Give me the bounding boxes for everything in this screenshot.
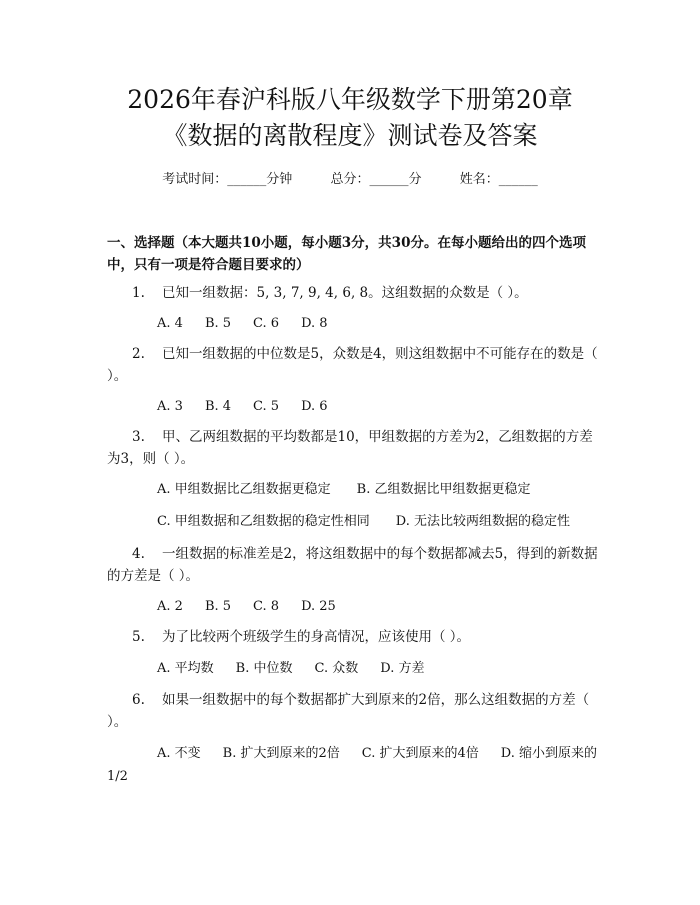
option-d: D. 无法比较两组数据的稳定性 <box>395 514 570 529</box>
option-b: B. 5 <box>204 316 232 331</box>
question-5-options <box>157 659 446 679</box>
option-b: B. 扩大到原来的2倍 <box>222 746 340 761</box>
exam-time: 考试时间：______分钟 <box>162 172 293 187</box>
option-d: D. 缩小到原来的1/2 <box>107 746 598 784</box>
option-c: C. 5 <box>253 399 280 414</box>
page-title-line2: 《数据的离散程度》测试卷及答案 <box>162 121 538 150</box>
question-number: 4. <box>132 546 145 562</box>
question-text: 甲、乙两组数据的平均数都是10，甲组数据的方差为2，乙组数据的方差为3，则（ ）。 <box>107 429 593 467</box>
option-d: D. 方差 <box>380 661 425 676</box>
option-c: C. 8 <box>253 599 280 614</box>
option-d: D. 25 <box>301 599 336 614</box>
question-text: 已知一组数据：5, 3, 7, 9, 4, 6, 8。这组数据的众数是（ ）。 <box>162 285 528 301</box>
option-c: C. 6 <box>253 316 280 331</box>
option-a: A. 3 <box>157 399 183 414</box>
option-a: A. 不变 <box>157 746 201 761</box>
question-4-options <box>157 597 358 617</box>
student-name: 姓名：______ <box>459 172 538 187</box>
option-c: C. 众数 <box>314 661 359 676</box>
question-text: 为了比较两个班级学生的身高情况，应该使用（ ）。 <box>162 629 471 645</box>
option-d: D. 6 <box>301 399 328 414</box>
option-b: B. 4 <box>204 399 232 414</box>
question-3 <box>107 426 600 470</box>
question-6-options <box>107 742 600 788</box>
question-text: 一组数据的标准差是2，将这组数据中的每个数据都减去5，得到的新数据的方差是（ ）。 <box>107 546 598 584</box>
option-b: B. 乙组数据比甲组数据更稳定 <box>356 482 531 497</box>
option-a: A. 甲组数据比乙组数据更稳定 <box>157 482 331 497</box>
question-number: 6. <box>132 692 145 708</box>
question-number: 5. <box>132 629 145 645</box>
question-6 <box>107 689 600 733</box>
option-c: C. 甲组数据和乙组数据的稳定性相同 <box>157 514 370 529</box>
option-b: B. 5 <box>204 599 232 614</box>
question-1-options <box>157 314 350 334</box>
section-heading: 一、选择题（本大题共10小题，每小题3分，共30分。在每小题给出的四个选项中，只有一项是符合题目要求的） <box>107 235 586 273</box>
exam-info-line <box>0 168 700 187</box>
option-b: B. 中位数 <box>235 661 293 676</box>
question-number: 1. <box>132 285 145 301</box>
total-score: 总分：______分 <box>330 172 422 187</box>
question-5 <box>107 626 600 648</box>
question-3-options-row2 <box>157 512 596 532</box>
option-d: D. 8 <box>301 316 328 331</box>
question-3-options-row1 <box>157 480 556 500</box>
option-a: A. 2 <box>157 599 183 614</box>
question-number: 3. <box>132 429 145 445</box>
question-text: 已知一组数据的中位数是5，众数是4，则这组数据中不可能存在的数是（ ）。 <box>107 346 598 384</box>
question-1 <box>107 282 600 304</box>
question-4 <box>107 543 600 587</box>
option-a: A. 4 <box>157 316 183 331</box>
question-text: 如果一组数据中的每个数据都扩大到原来的2倍，那么这组数据的方差（ ）。 <box>107 692 590 730</box>
question-2 <box>107 343 600 387</box>
question-2-options <box>157 397 350 417</box>
page-title-line1: 2026年春沪科版八年级数学下册第20章 <box>127 85 573 114</box>
option-c: C. 扩大到原来的4倍 <box>361 746 479 761</box>
option-a: A. 平均数 <box>157 661 214 676</box>
question-number: 2. <box>132 346 145 362</box>
